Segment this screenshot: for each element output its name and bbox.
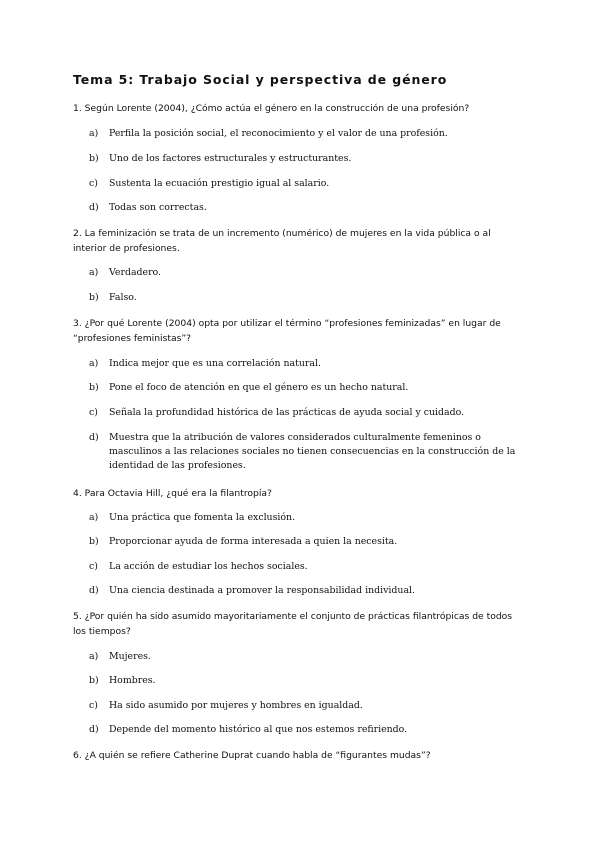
option-text: Verdadero. <box>109 267 162 278</box>
option-label: d) <box>89 202 99 213</box>
option-text: Pone el foco de atención en que el género es un hecho natural. <box>109 382 409 393</box>
option-text: Una ciencia destinada a promover la responsabilidad individual. <box>109 585 416 596</box>
option-text: Ha sido asumido por mujeres y hombres en igualdad. <box>109 700 363 711</box>
option-text: La acción de estudiar los hechos sociales. <box>109 561 308 572</box>
question-6: 6. ¿A quién se refiere Catherine Duprat cuando habla de “figurantes mudas”? <box>73 750 431 761</box>
option-text: Mujeres. <box>109 651 151 662</box>
option-text: Sustenta la ecuación prestigio igual al salario. <box>109 178 330 189</box>
option-label: a) <box>89 358 99 369</box>
question-4: 4. Para Octavia Hill, ¿qué era la filantropía? <box>73 488 272 499</box>
option-text: Proporcionar ayuda de forma interesada a quien la necesita. <box>109 536 398 547</box>
option-label: c) <box>89 700 98 711</box>
option-text: Falso. <box>109 292 137 303</box>
option-label: d) <box>89 432 99 443</box>
option-label: a) <box>89 128 99 139</box>
question-2: 2. La feminización se trata de un incremento (numérico) de mujeres en la vida pública o al interior de profesiones. <box>73 228 491 254</box>
option-label: c) <box>89 561 98 572</box>
option-label: b) <box>89 292 99 303</box>
question-5: 5. ¿Por quién ha sido asumido mayoritariamente el conjunto de prácticas filantrópicas de todos los tiempos? <box>73 611 513 637</box>
option-label: d) <box>89 585 99 596</box>
page-title: Tema 5: Trabajo Social y perspectiva de género <box>73 72 448 87</box>
option-text: Depende del momento histórico al que nos estemos refiriendo. <box>109 724 408 735</box>
option-label: d) <box>89 724 99 735</box>
question-1: 1. Según Lorente (2004), ¿Cómo actúa el género en la construcción de una profesión? <box>73 103 470 114</box>
option-label: c) <box>89 407 98 418</box>
option-text: Todas son correctas. <box>109 202 207 213</box>
option-label: a) <box>89 267 99 278</box>
option-label: c) <box>89 178 98 189</box>
option-text: Una práctica que fomenta la exclusión. <box>109 512 296 523</box>
option-label: a) <box>89 651 99 662</box>
option-text: Señala la profundidad histórica de las prácticas de ayuda social y cuidado. <box>109 407 465 418</box>
option-label: b) <box>89 536 99 547</box>
option-text: Hombres. <box>109 675 156 686</box>
option-text: Indica mejor que es una correlación natural. <box>109 358 321 369</box>
option-label: b) <box>89 153 99 164</box>
option-text: Muestra que la atribución de valores considerados culturalmente femeninos o masculinos a las relaciones sociales no tienen consecuencias en la construcción de la identidad de las profesiones. <box>109 432 516 471</box>
option-text: Perfila la posición social, el reconocimiento y el valor de una profesión. <box>109 128 448 139</box>
option-label: a) <box>89 512 99 523</box>
question-3: 3. ¿Por qué Lorente (2004) opta por utilizar el término “profesiones feminizadas” en lugar de “profesiones feministas”? <box>73 318 501 344</box>
option-label: b) <box>89 675 99 686</box>
option-label: b) <box>89 382 99 393</box>
option-text: Uno de los factores estructurales y estructurantes. <box>109 153 352 164</box>
